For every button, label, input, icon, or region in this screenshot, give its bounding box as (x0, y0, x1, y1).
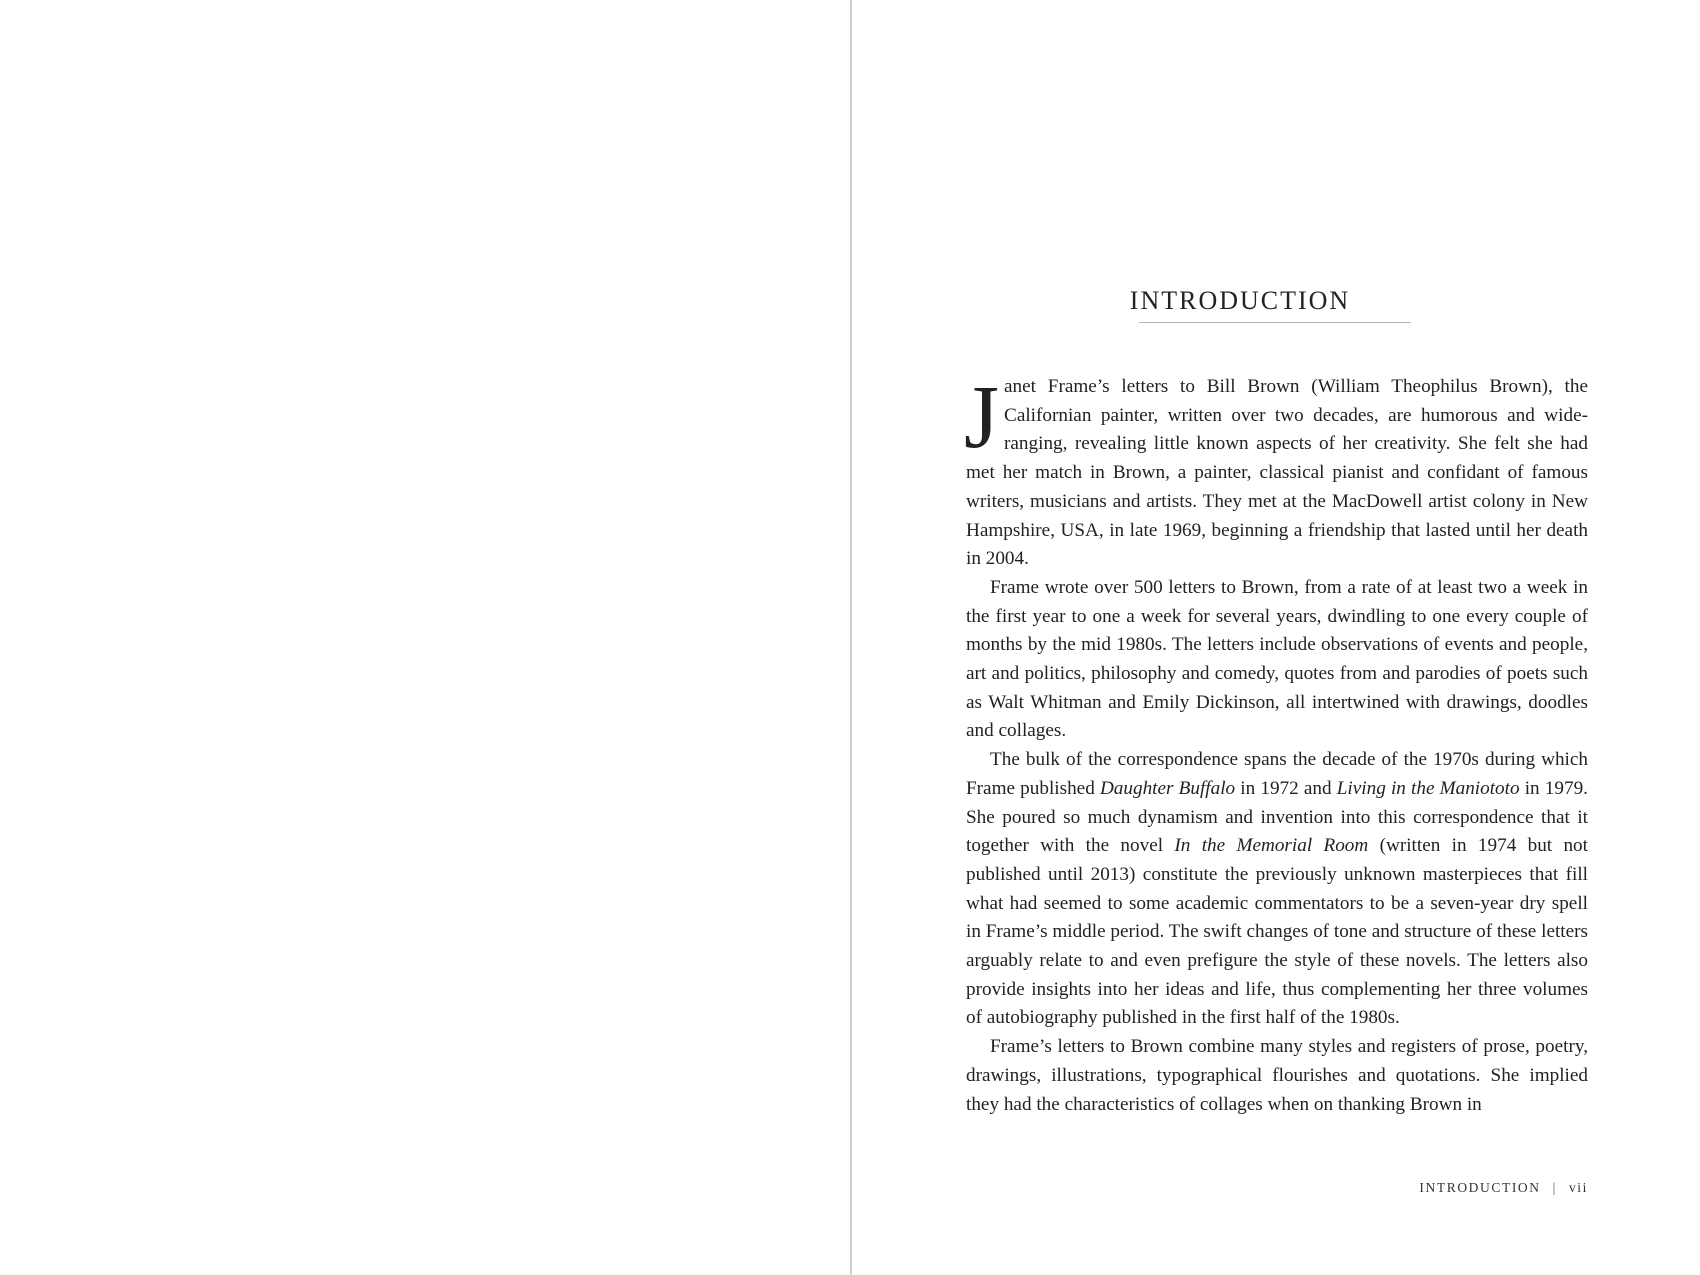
running-title: INTRODUCTION (1419, 1180, 1541, 1195)
paragraph-3-text-a: The bulk of the correspondence spans the decade of the 1970s during which Frame published (966, 749, 1588, 799)
paragraph-3 (966, 746, 1588, 1033)
body-text (964, 368, 1589, 1119)
paragraph-3-text-d: (written in 1974 but not published until 2013) constitute the previously unknown masterpieces that fill what had seemed to some academic commentators to be a seven-year dry spell in Frame’s middle period. The swift changes of tone and structure of these letters arguably relate to and even prefigure the style of these novels. The letters also provide insights into her ideas and life, thus complementing her three volumes of autobiography published in the first half of the 1980s. (966, 835, 1589, 1029)
book-title-daughter-buffalo: Daughter Buffalo (1099, 777, 1236, 799)
page-number: vii (1568, 1180, 1588, 1195)
paragraph-1-text: anet Frame’s letters to Bill Brown (William Theophilus Brown), the Californian painter, written over two decades, are humorous and wide-ranging, revealing little known aspects of her creativity. She felt she had met her match in Brown, a painter, classical pianist and confidant of famous writers, musicians and artists. They met at the MacDowell artist colony in New Hampshire, USA, in late 1969, beginning a friendship that lasted until her death in 2004. (966, 376, 1588, 570)
paragraph-3-text-c: in 1979. She poured so much dynamism and invention into this correspondence that it together with the novel (966, 777, 1588, 857)
chapter-heading: INTRODUCTION (1129, 286, 1351, 315)
drop-cap: J (964, 368, 1000, 467)
book-title-in-the-memorial-room: In the Memorial Room (1174, 835, 1369, 857)
running-footer (966, 1180, 1588, 1196)
right-page (852, 0, 1700, 1275)
paragraph-4: Frame’s letters to Brown combine many styles and registers of prose, poetry, drawings, illustrations, typographical flourishes and quotations. She implied they had the characteristics of collages when on thanking Brown in (966, 1036, 1588, 1115)
heading-underline-rule (1139, 322, 1411, 323)
paragraph-1 (964, 368, 1588, 574)
footer-separator: | (1552, 1180, 1557, 1195)
paragraph-2: Frame wrote over 500 letters to Brown, from a rate of at least two a week in the first year to one a week for several years, dwindling to one every couple of months by the mid 1980s. The letters include observations of events and people, art and politics, philosophy and comedy, quotes from and parodies of poets such as Walt Whitman and Emily Dickinson, all intertwined with drawings, doodles and collages. (966, 576, 1588, 742)
paragraph-3-text-b: in 1972 and (1235, 777, 1337, 799)
book-title-living-in-the-maniototo: Living in the Maniototo (1336, 777, 1520, 799)
